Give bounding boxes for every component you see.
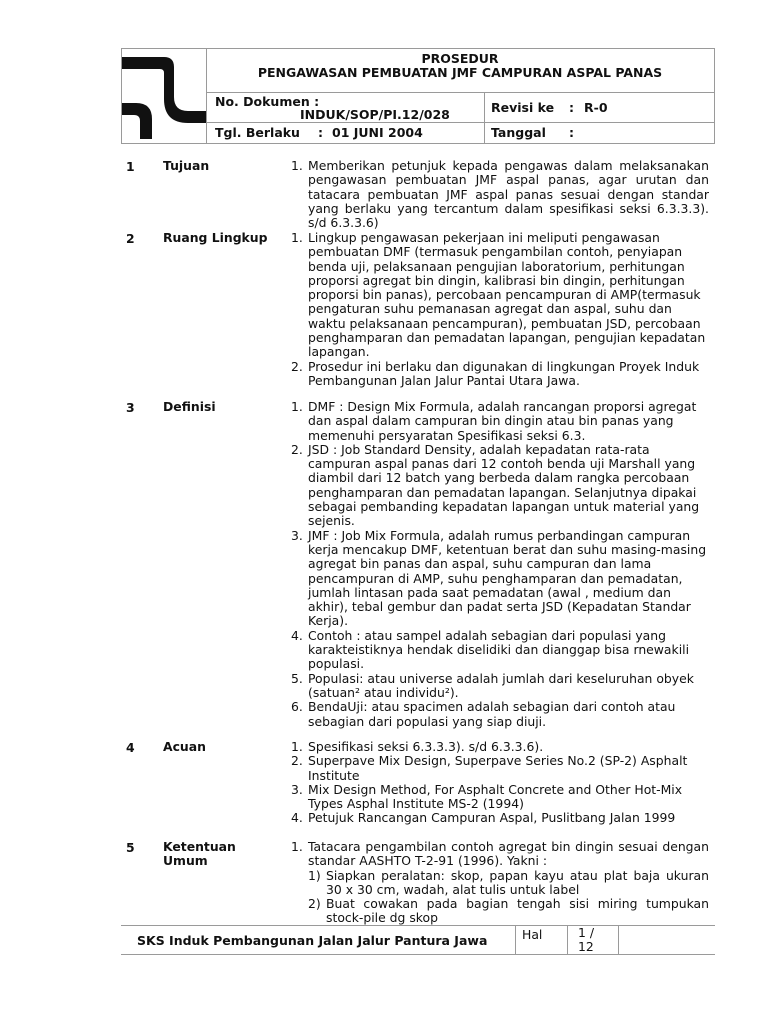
section-items <box>291 231 709 388</box>
footer-title: SKS Induk Pembangunan Jalan Jalur Pantura Jawa <box>137 933 488 948</box>
header-divider <box>484 93 485 122</box>
item-number: 3. <box>291 527 303 543</box>
section-label: Ruang Lingkup <box>163 230 268 245</box>
page-footer <box>121 925 715 955</box>
section-items <box>291 400 709 729</box>
doc-number-value: INDUK/SOP/PI.12/028 <box>300 107 450 122</box>
tgl-berlaku-value: 01 JUNI 2004 <box>332 125 423 140</box>
item-text: Mix Design Method, For Asphalt Concrete and Other Hot-Mix Types Asphal Institute MS-2 (1994) <box>308 781 683 812</box>
sub-item-text: Siapkan peralatan: skop, papan kayu atau plat baja ukuran 30 x 30 cm, wadah, alat tulis untuk label <box>326 867 709 897</box>
tanggal-separator: : <box>569 125 574 140</box>
page-number-line-1: 1 / <box>578 925 594 940</box>
revisi-label: Revisi ke <box>491 100 555 115</box>
item-text: JSD : Job Standard Density, adalah kepadatan rata-rata campuran aspal panas dari 12 contoh benda uji Marshall yang diambil dari 12 batch yang berbeda dalam rangka percobaan penghamparan dan pemadatan lapangan. Selanjutnya dipakai sebagai pembanding kepadatan lapangan untuk material yang sejenis. <box>308 441 700 529</box>
title-line-1: PROSEDUR <box>421 51 499 66</box>
item-text: Spesifikasi seksi 6.3.3.3). s/d 6.3.3.6). <box>308 739 544 754</box>
tgl-berlaku-label: Tgl. Berlaku <box>215 125 300 140</box>
section-label: Definisi <box>163 399 216 414</box>
item-number: 4. <box>291 810 303 826</box>
footer-divider <box>618 926 619 954</box>
item-number: 3. <box>291 781 303 797</box>
item-text: Lingkup pengawasan pekerjaan ini meliputi pengawasan pembuatan DMF (termasuk pengambilan contoh, penyiapan benda uji, pelaksanaan pengujian laboratorium, perhitungan proporsi agregat bin dingin, kalibrasi bin dingin, perhitungan proporsi bin panas), percobaan pencampuran di AMP(termasuk pengaturan suhu pemanasan agregat dan aspal, suhu dan waktu pelaksanaan pencampuran), pembuatan JSD, percobaan penghamparan dan pemadatan lapangan, pengujian kepadatan lapangan. <box>308 230 706 360</box>
list-item <box>291 700 709 729</box>
revisi-value: R-0 <box>584 100 608 115</box>
page-number <box>578 926 594 954</box>
header-divider <box>484 122 485 143</box>
item-number: 2. <box>291 358 303 374</box>
list-item <box>291 783 709 812</box>
item-number: 6. <box>291 699 303 715</box>
list-item <box>291 740 709 754</box>
sub-list-item <box>308 869 709 898</box>
revisi-separator: : <box>569 100 574 115</box>
sub-item-number: 1) <box>308 867 321 883</box>
item-number: 1. <box>291 399 303 414</box>
section-label: Ketentuan Umum <box>163 839 236 868</box>
list-item <box>291 360 709 389</box>
list-item <box>291 840 709 869</box>
list-item <box>291 231 709 360</box>
list-item <box>291 811 709 825</box>
date-row <box>206 122 714 143</box>
item-text: DMF : Design Mix Formula, adalah rancangan proporsi agregat dan aspal dalam campuran bin dingin atau bin panas yang memenuhi persyaratan Spesifikasi seksi 6.3. <box>308 399 697 443</box>
item-number: 4. <box>291 627 303 643</box>
item-text: BendaUji: atau spacimen adalah sebagian dari contoh atau sebagian dari populasi yang siap diuji. <box>308 699 676 729</box>
tgl-berlaku-separator: : <box>318 125 323 140</box>
item-number: 1. <box>291 158 303 173</box>
list-item <box>291 629 709 672</box>
section-label: Acuan <box>163 739 206 754</box>
item-text: Prosedur ini berlaku dan digunakan di lingkungan Proyek Induk Pembangunan Jalan Jalur Pantai Utara Jawa. <box>308 358 700 388</box>
section-items <box>291 740 709 826</box>
doc-number-label: No. Dokumen : <box>215 94 320 109</box>
item-text: JMF : Job Mix Formula, adalah rumus perbandingan campuran kerja mencakup DMF, ketentuan berat dan suhu masing-masing agregat bin panas dan aspal, suhu campuran dan lama pencampuran di AMP, suhu penghamparan dan pemadatan, jumlah lintasan pada saat pemadatan (awal , medium dan akhir), tebal gembur dan padat serta JSD (Kepadatan Standar Kerja). <box>308 527 707 629</box>
item-text: Tatacara pengambilan contoh agregat bin dingin sesuai dengan standar AASHTO T-2-91 (1996). Yakni : <box>308 839 709 869</box>
footer-hal-label: Hal <box>522 927 543 942</box>
item-number: 2. <box>291 753 303 769</box>
item-text: Superpave Mix Design, Superpave Series No.2 (SP-2) Asphalt Institute <box>308 753 688 783</box>
item-number: 1. <box>291 839 303 854</box>
item-text: Petujuk Rancangan Campuran Aspal, Puslitbang Jalan 1999 <box>308 810 676 826</box>
item-number: 2. <box>291 441 303 457</box>
section-number: 5 <box>126 840 135 855</box>
section-label: Tujuan <box>163 158 210 173</box>
sub-item-text: Buat cowakan pada bagian tengah sisi miring tumpukan stock-pile dg skop <box>326 896 709 926</box>
sub-list-item <box>308 897 709 926</box>
list-item <box>291 529 709 629</box>
item-text: Contoh : atau sampel adalah sebagian dari populasi yang karakteistiknya hendak diselidiki dan dianggap bisa rnewakili populasi. <box>308 627 690 672</box>
tanggal-label: Tanggal <box>491 125 546 140</box>
list-item <box>291 672 709 701</box>
section-number: 1 <box>126 159 135 174</box>
doc-number-row <box>206 93 714 123</box>
section-items <box>291 840 709 926</box>
item-number: 1. <box>291 739 303 754</box>
logo-mark-icon <box>122 49 206 143</box>
section-number: 3 <box>126 400 135 415</box>
document-title <box>206 49 714 93</box>
item-number: 1. <box>291 230 303 245</box>
section-number: 4 <box>126 740 135 755</box>
page-number-line-2: 12 <box>578 939 594 954</box>
list-item <box>291 754 709 783</box>
item-text: Populasi: atau universe adalah jumlah dari keseluruhan obyek (satuan² atau individu²). <box>308 670 694 700</box>
list-item <box>291 400 709 443</box>
section-number: 2 <box>126 231 135 246</box>
title-line-2: PENGAWASAN PEMBUATAN JMF CAMPURAN ASPAL PANAS <box>257 65 663 80</box>
list-item <box>291 159 709 230</box>
company-logo <box>122 49 207 143</box>
sub-item-number: 2) <box>308 896 321 912</box>
list-item <box>291 443 709 529</box>
footer-divider <box>515 926 516 954</box>
section-items <box>291 159 709 230</box>
document-header-table <box>121 48 715 144</box>
item-number: 5. <box>291 670 303 686</box>
footer-divider <box>567 926 568 954</box>
item-text: Memberikan petunjuk kepada pengawas dalam melaksanakan pengawasan pembuatan JMF aspal panas, agar urutan dan tatacara pembuatan JMF aspal panas sesuai dengan standar yang berlaku yang tercantum dalam spesifikasi seksi 6.3.3.3). s/d 6.3.3.6) <box>308 158 709 231</box>
